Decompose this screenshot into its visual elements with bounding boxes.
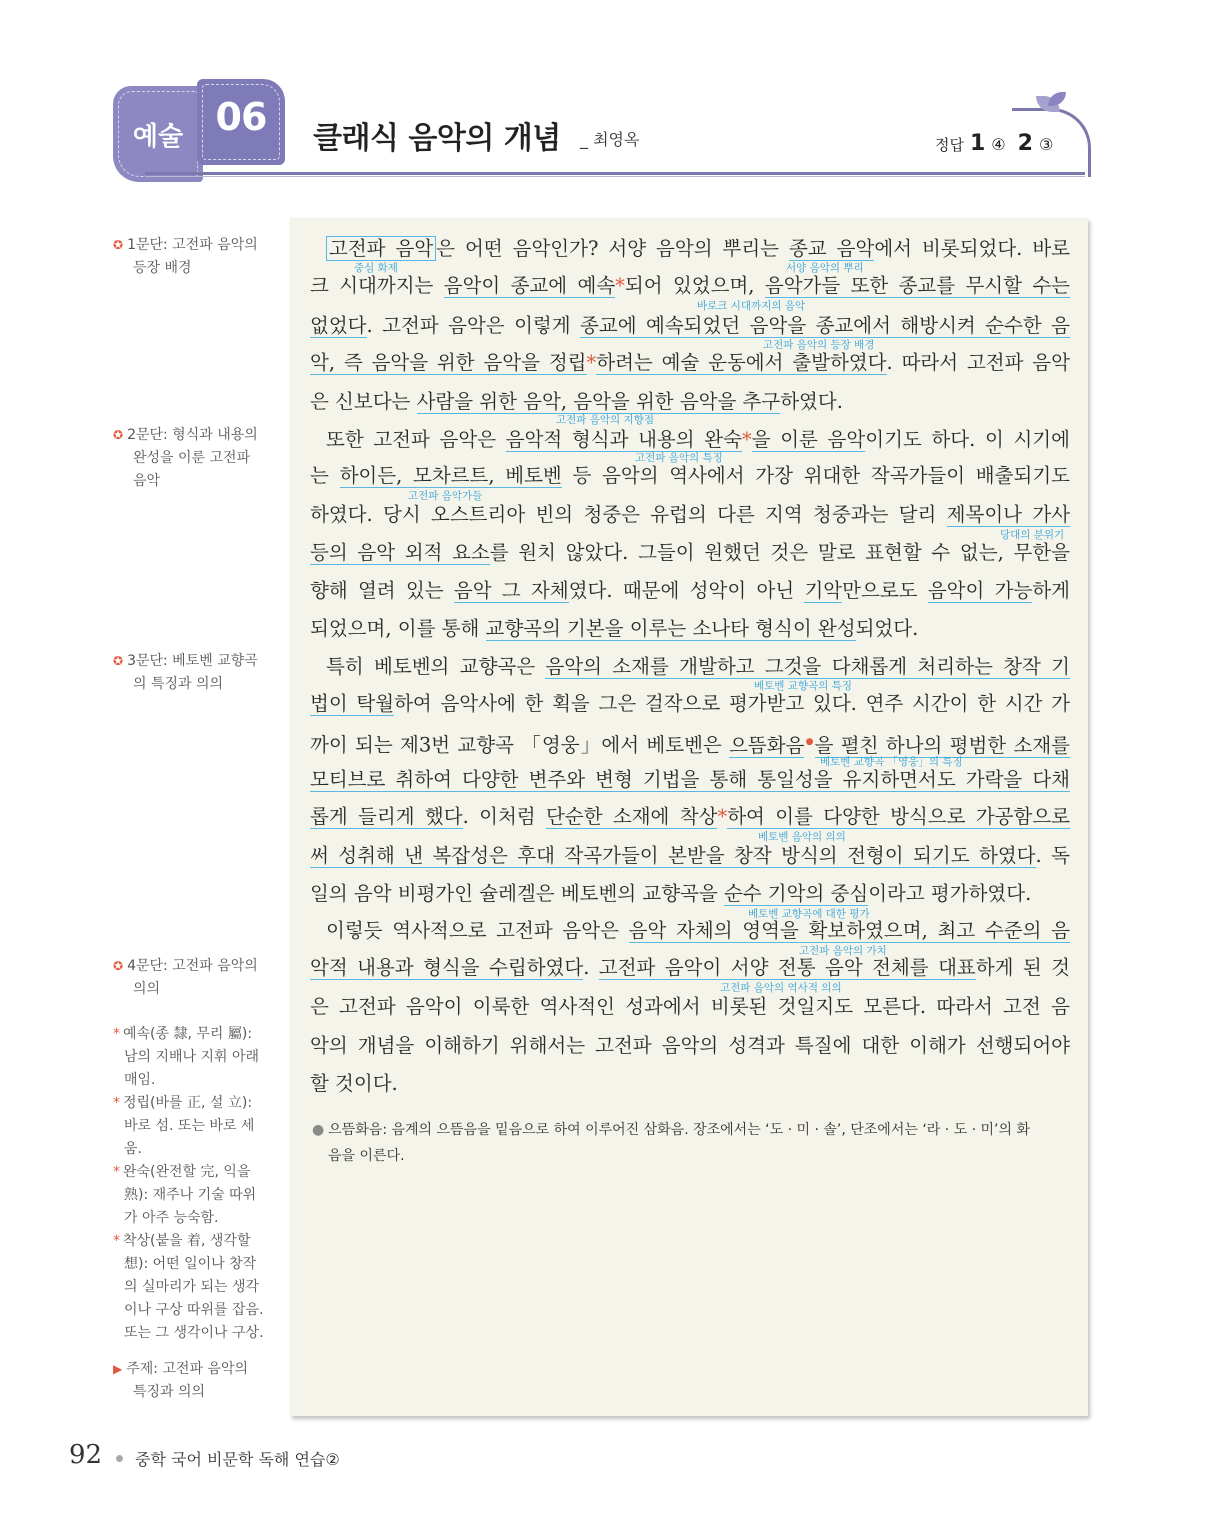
glossary-item	[113, 1161, 265, 1184]
text-run: 까이 되는 제3번 교향곡 「영웅」에서 베토벤은	[310, 733, 730, 757]
text-run: 악의 개념을 이해하기 위해서는 고전파 음악의 성격과 특질에 대한 이해가 선행되어야	[310, 1034, 1070, 1057]
category-tab	[113, 86, 203, 182]
glossary-text: 매임.	[124, 1072, 156, 1088]
annotation: 고전파 음악의 가치	[799, 945, 887, 957]
annotation: 베토벤 교향곡 「영웅」의 특징	[820, 756, 963, 768]
text-run: 은 고전파 음악이 이룩한 역사적인 성과에서 비롯된 것일지도 모른다. 따라서 고전 음	[310, 995, 1070, 1018]
answer2-number: 2	[1017, 131, 1033, 156]
star-icon: *	[113, 1026, 120, 1042]
glossary	[113, 1023, 265, 1345]
asterisk: *	[741, 428, 752, 451]
header-rule	[145, 172, 1085, 175]
glossary-text: 의 실마리가 되는 생각	[124, 1279, 260, 1295]
text-line	[310, 654, 1070, 680]
glossary-text: 가 아주 능숙함.	[124, 1210, 219, 1226]
text-run: 하게	[1032, 579, 1070, 602]
sidebar-text: 1문단: 고전파 음악의	[127, 237, 258, 253]
asterisk: *	[717, 805, 728, 828]
text-run: 였다. 때문에 성악이 아닌	[568, 579, 805, 602]
sidebar-text: 음악	[133, 473, 161, 489]
text-line	[310, 691, 1070, 717]
sidebar-text: 3문단: 베토벤 교향곡	[127, 653, 258, 669]
annotation: 고전파 음악의 등장 배경	[763, 339, 875, 351]
text-run: 되었으며, 이를 통해	[310, 617, 486, 640]
underlined-text: 종교 음악	[789, 237, 875, 260]
theme-text: 특징과 의의	[133, 1384, 206, 1400]
annotation: 고전파 음악의 특징	[635, 452, 723, 464]
sidebar-para3	[113, 650, 265, 696]
star-icon: *	[113, 1095, 120, 1111]
text-line	[310, 463, 1070, 489]
text-line	[310, 540, 1070, 566]
underlined-text: 악적 내용과 형식을 수립하였다	[310, 956, 584, 979]
glossary-text: 정립(바를 正, 설 立):	[123, 1095, 253, 1111]
annotation: 중심 화제	[354, 262, 398, 274]
glossary-item	[113, 1092, 265, 1115]
annotation: 바로크 시대까지의 음악	[697, 300, 806, 312]
underlined-text: 하려는 예술 운동에서 출발하였다	[596, 351, 887, 374]
sidebar-para1	[113, 234, 265, 280]
annotation: 고전파 음악의 지향점	[556, 414, 654, 426]
underlined-text: 을 펼친 하나의 평범한 소재를	[814, 733, 1070, 757]
category-label: 예술	[132, 122, 184, 152]
text-run: . 독	[1035, 844, 1070, 867]
text-run: 되었다.	[855, 617, 919, 640]
triangle-icon: ▶	[113, 1362, 123, 1376]
text-run: 향해 열려 있는	[310, 579, 454, 602]
underlined-text: 기악	[804, 579, 843, 602]
answer1-number: 1	[969, 131, 986, 156]
underlined-text: 하여 이를 다양한 방식으로 가공함으로	[727, 805, 1071, 828]
annotation: 베토벤 교향곡에 대한 평가	[748, 908, 870, 920]
underlined-text: 법이 탁월	[310, 692, 395, 715]
glossary-text: 착상(붙을 着, 생각할	[123, 1233, 251, 1249]
answer1-value: ④	[991, 135, 1006, 154]
glossary-item	[113, 1023, 265, 1046]
text-line	[310, 502, 1070, 528]
text-run: 이라고 평가하였다.	[868, 882, 1032, 905]
text-line	[310, 804, 1070, 830]
text-line	[310, 918, 1070, 944]
underlined-text: 음악의 소재를 개발하고 그것을 다채롭게 처리하는 창작 기	[545, 655, 1070, 678]
text-run: 이기도 하다. 이 시기에	[865, 428, 1070, 451]
sidebar-text: 등장 배경	[133, 260, 192, 276]
underlined-text: 고전파 음악이 서양 전통 음악 전체를 대표	[598, 956, 976, 979]
glossary-text: 熟): 재주나 기술 따위	[124, 1187, 257, 1203]
underlined-text: 단순한 소재에 착상	[546, 805, 718, 828]
glossary-text: 완숙(완전할 完, 익을	[123, 1164, 251, 1180]
annotation: 고전파 음악가들	[408, 490, 483, 502]
footer-dot	[116, 1455, 123, 1462]
text-line	[310, 273, 1070, 299]
text-run: 는	[310, 464, 340, 487]
underlined-text: 음악이 종교에 예속	[443, 274, 616, 297]
text-line	[310, 843, 1070, 869]
theme	[113, 1358, 265, 1404]
text-run: .	[583, 956, 599, 979]
text-run: 하여 음악사에 한 획을 그은 걸작으로 평가받고 있다. 연주 시간이 한 시간 가	[394, 692, 1070, 715]
author: _ 최영옥	[580, 130, 640, 149]
underlined-text: 순수 기악의 중심	[723, 882, 869, 905]
key-topic: 고전파 음악	[326, 236, 436, 261]
header-arc	[1012, 108, 1091, 177]
underlined-text: 음악이 가능	[927, 579, 1033, 602]
sidebar-text: 의의	[133, 981, 161, 997]
underlined-text: 사람을 위한 음악, 음악을 위한 음악을 추구	[416, 390, 781, 413]
glossary-text: 남의 지배나 지휘 아래	[124, 1049, 260, 1065]
text-run: 또한 고전파 음악은	[326, 428, 506, 451]
annotation: 당대의 분위기	[1000, 529, 1065, 541]
text-line	[310, 994, 1070, 1020]
text-run: 은 어떤 음악인가? 서양 음악의 뿌리는	[436, 237, 789, 260]
text-run: . 따라서 고전파 음악	[886, 351, 1070, 374]
text-line	[310, 389, 1070, 415]
bullet-icon: ✪	[113, 428, 124, 442]
annotation: 베토벤 교향곡의 특징	[754, 680, 852, 692]
asterisk: *	[586, 351, 597, 374]
theme-text: 주제: 고전파 음악의	[126, 1361, 249, 1377]
star-icon: *	[113, 1233, 120, 1249]
glossary-text: 예속(종 隸, 무리 屬):	[123, 1026, 253, 1042]
underlined-text: 써 성취해 낸 복잡성은 후대 작곡가들이 본받을 창작 방식의 전형이 되기도 하였다	[310, 844, 1036, 867]
text-run: 등 음악의 역사에서 가장 위대한 작곡가들이 배출되기도	[561, 464, 1070, 487]
text-run: 되어 있었으며,	[624, 274, 765, 297]
text-run: 하였다.	[780, 390, 843, 413]
text-run: 에서 비롯되었다. 바로	[874, 237, 1071, 260]
underlined-text: 제목이나 가사	[946, 503, 1070, 526]
glossary-item	[113, 1230, 265, 1253]
text-run: 은 신보다는	[310, 390, 417, 413]
annotation: 베토벤 음악의 의의	[758, 831, 846, 843]
sidebar-para4	[113, 955, 265, 1001]
text-line	[310, 767, 1070, 793]
underlined-text: 종교에 예속되었던 음악을 종교에서 해방시켜 순수한 음	[580, 314, 1070, 337]
underlined-text: 교향곡의 기본을 이루는 소나타 형식이 완성	[485, 617, 856, 640]
underlined-text: 하이든, 모차르트, 베토벤	[339, 464, 562, 487]
text-line	[310, 350, 1070, 376]
bullet-icon: ✪	[113, 238, 124, 252]
text-line	[310, 955, 1070, 981]
glossary-text: 想): 어떤 일이나 창작	[124, 1256, 257, 1272]
underlined-text: 모티브로 취하여 다양한 변주와 변형 기법을 통해 통일성을 유지하면서도 가락을 다채	[310, 768, 1070, 791]
leaf-icon	[1048, 92, 1066, 106]
underlined-text: 음악적 형식과 내용의 완숙	[505, 428, 742, 451]
sidebar-text: 2문단: 형식과 내용의	[127, 427, 258, 443]
text-line	[310, 881, 1070, 907]
annotation: 서양 음악의 뿌리	[786, 262, 864, 274]
text-line	[310, 578, 1070, 604]
page-title: 클래식 음악의 개념	[313, 121, 561, 156]
underlined-text: 을 이룬 음악	[751, 428, 866, 451]
footnote-text: 음을 이른다.	[328, 1148, 405, 1164]
asterisk: *	[615, 274, 625, 297]
answer-label: 정답	[935, 136, 964, 154]
bullet-icon: ●	[312, 1122, 325, 1138]
text-run: 할 것이다.	[310, 1072, 398, 1095]
glossary-text: 바로 섬. 또는 바로 세움.	[124, 1118, 255, 1157]
page-number: 92	[69, 1440, 103, 1470]
sidebar-text: 4문단: 고전파 음악의	[127, 958, 258, 974]
annotation: 고전파 음악의 역사적 의의	[720, 982, 842, 994]
answer2-value: ③	[1038, 135, 1054, 154]
underlined-text: 없었다	[310, 314, 367, 337]
text-run: . 고전파 음악은 이렇게	[366, 314, 581, 337]
underlined-text: 으뜸화음	[729, 733, 805, 757]
sidebar-text: 의 특징과 의의	[133, 676, 224, 692]
underlined-text: 음악가들 또한 종교를 무시할 수는	[764, 274, 1071, 297]
sidebar-text: 완성을 이룬 고전파	[133, 450, 251, 466]
book-title: 중학 국어 비문학 독해 연습②	[135, 1450, 340, 1469]
glossary-text: 또는 그 생각이나 구상.	[124, 1325, 264, 1341]
sidebar-para2	[113, 424, 265, 493]
bullet-icon: ✪	[113, 654, 124, 668]
text-run: 특히 베토벤의 교향곡은	[326, 655, 546, 678]
footnote-marker: ●	[804, 737, 815, 747]
underlined-text: 악, 즉 음악을 위한 음악을 정립	[310, 351, 587, 374]
bullet-icon: ✪	[113, 959, 124, 973]
text-line	[310, 313, 1070, 339]
text-run: 하였다. 당시 오스트리아 빈의 청중은 유럽의 다른 지역 청중과는 달리	[310, 503, 947, 526]
underlined-text: 음악 자체의 영역을 확보하였으며, 최고 수준의 음	[628, 919, 1070, 942]
text-run: . 이처럼	[462, 805, 547, 828]
text-run: 하게 된 것	[975, 956, 1071, 979]
underlined-text: 등의 음악 외적 요소	[310, 541, 490, 564]
text-run: 이렇듯 역사적으로 고전파 음악은	[326, 919, 629, 942]
footnote-text: 으뜸화음: 음계의 으뜸음을 밑음으로 하여 이루어진 삼화음. 장조에서는 ‘도 · 미 · 솔’, 단조에서는 ‘라 · 도 · 미’의 화	[328, 1122, 1030, 1138]
number-tab	[197, 79, 285, 165]
text-line	[310, 1033, 1070, 1059]
underlined-text: 음악 그 자체	[453, 579, 569, 602]
text-line	[310, 616, 1070, 642]
text-run: 만으로도	[842, 579, 928, 602]
article-number: 06	[215, 95, 267, 139]
glossary-text: 이나 구상 따위를 잡음.	[124, 1302, 264, 1318]
text-line	[310, 236, 1070, 262]
text-run: 일의 음악 비평가인 슐레겔은 베토벤의 교향곡을	[310, 882, 724, 905]
text-line	[310, 1071, 1070, 1097]
footnote	[312, 1117, 1072, 1169]
underlined-text: 롭게 들리게 했다	[310, 805, 463, 828]
text-run: 크 시대까지는	[310, 274, 444, 297]
star-icon: *	[113, 1164, 120, 1180]
text-run: 를 원치 않았다. 그들이 원했던 것은 말로 표현할 수 없는, 무한을	[489, 541, 1071, 564]
